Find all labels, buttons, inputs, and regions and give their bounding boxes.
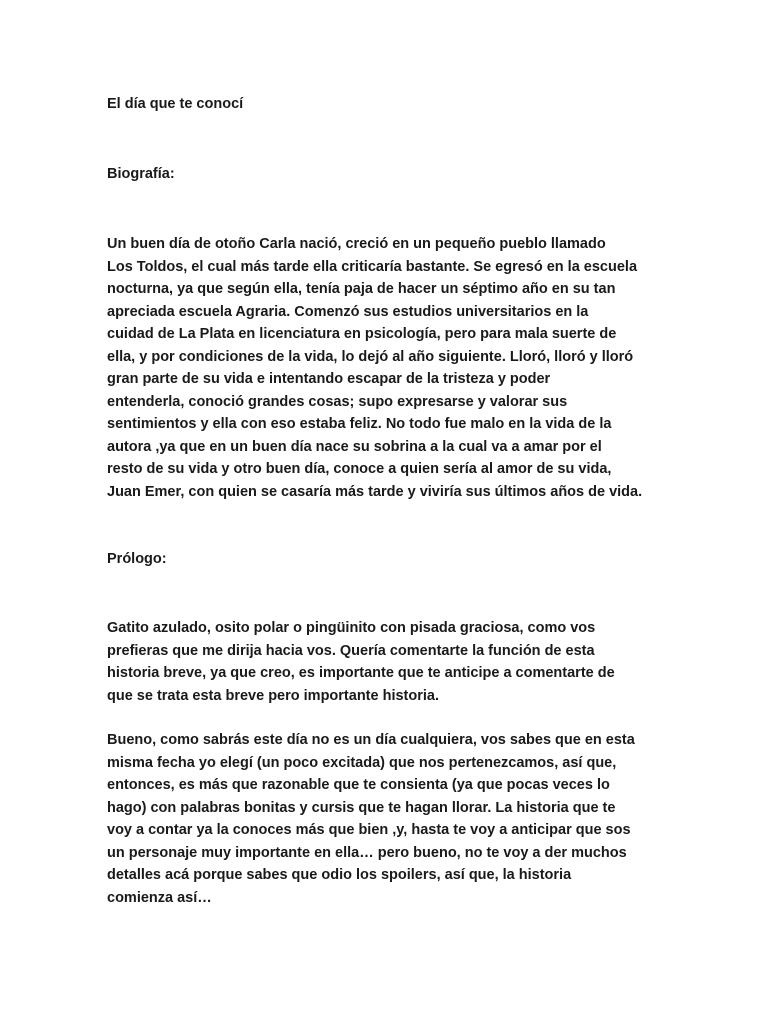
biography-heading: Biografía: (107, 166, 175, 182)
text-line: Un buen día de otoño Carla nació, creció en un pequeño pueblo llamado (107, 236, 606, 252)
document-title: El día que te conocí (107, 96, 244, 112)
text-line: prefieras que me dirija hacia vos. Quería comentarte la función de esta (107, 642, 595, 659)
text-line: entenderla, conoció grandes cosas; supo expresarse y valorar sus (107, 393, 568, 410)
text-line: Gatito azulado, osito polar o pingüinito con pisada graciosa, como vos (107, 620, 596, 636)
text-line: cuidad de La Plata en licenciatura en psicología, pero para mala suerte de (107, 326, 617, 342)
text-line: que se trata esta breve pero importante historia. (107, 687, 439, 704)
text-line: nocturna, ya que según ella, tenía paja de hacer un séptimo año en su tan (107, 281, 616, 297)
text-line: sentimientos y ella con eso estaba feliz. No todo fue malo en la vida de la (107, 416, 612, 432)
text-line: entonces, es más que razonable que te consienta (ya que pocas veces lo (107, 777, 610, 793)
text-line: resto de su vida y otro buen día, conoce a quien sería al amor de su vida, (107, 461, 612, 477)
text-line: voy a contar ya la conoces más que bien ,y, hasta te voy a anticipar que sos (107, 822, 631, 838)
text-line: comienza así… (107, 889, 212, 906)
biography-paragraph (107, 233, 642, 503)
text-line: detalles acá porque sabes que odio los spoilers, así que, la historia (107, 867, 572, 883)
text-line: hago) con palabras bonitas y cursis que te hagan llorar. La historia que te (107, 799, 616, 816)
prologue-paragraph-1 (107, 617, 615, 707)
text-line: misma fecha yo elegí (un poco excitada) que nos pertenezcamos, así que, (107, 754, 617, 771)
text-line: Juan Emer, con quien se casaría más tarde y viviría sus últimos años de vida. (107, 483, 643, 500)
text-line: Los Toldos, el cual más tarde ella criticaría bastante. Se egresó en la escuela (107, 258, 638, 275)
text-line: un personaje muy importante en ella… pero bueno, no te voy a der muchos (107, 844, 627, 861)
prologue-paragraph-2 (107, 729, 635, 909)
text-line: ella, y por condiciones de la vida, lo dejó al año siguiente. Lloró, lloró y lloró (107, 348, 634, 365)
text-line: autora ,ya que en un buen día nace su sobrina a la cual va a amar por el (107, 438, 602, 455)
text-line: historia breve, ya que creo, es importante que te anticipe a comentarte de (107, 665, 615, 681)
text-line: apreciada escuela Agraria. Comenzó sus estudios universitarios en la (107, 303, 589, 320)
prologue-heading: Prólogo: (107, 551, 167, 567)
text-line: Bueno, como sabrás este día no es un día cualquiera, vos sabes que en esta (107, 732, 635, 748)
text-line: gran parte de su vida e intentando escapar de la tristeza y poder (107, 371, 551, 387)
